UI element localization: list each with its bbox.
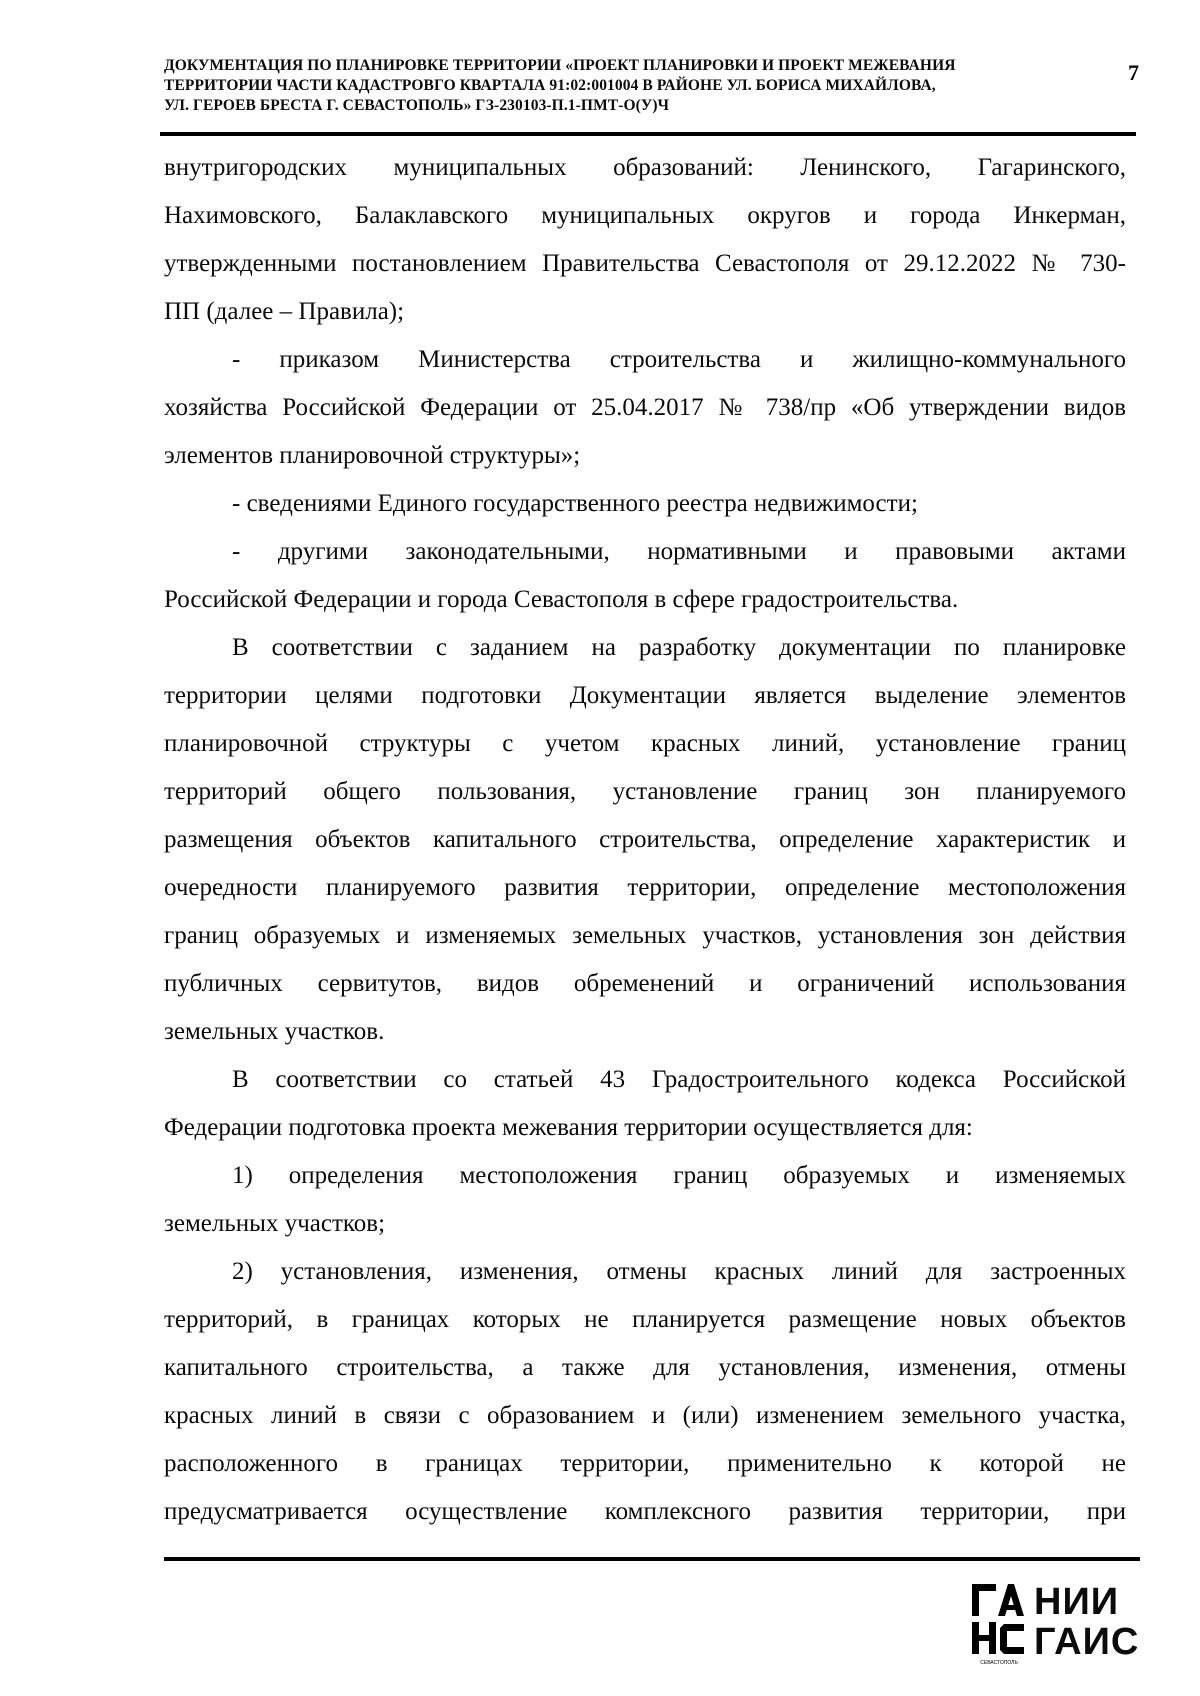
text-line: В соответствии со статьей 43 Градостроительного кодекса Российской bbox=[232, 1066, 1126, 1093]
text-line: - другими законодательными, нормативными и правовыми актами bbox=[232, 538, 1126, 565]
text-line: капитального строительства, а также для установления, изменения, отмены bbox=[164, 1354, 1126, 1381]
text-line: - приказом Министерства строительства и жилищно-коммунального bbox=[232, 346, 1126, 373]
text-line: Нахимовского, Балаклавского муниципальных округов и города Инкерман, bbox=[164, 202, 1126, 229]
logo-wordmark-line-1: НИИ bbox=[1034, 1581, 1120, 1623]
logo-wordmark-line-2: ГАИС bbox=[1034, 1621, 1140, 1663]
text-line: территории целями подготовки Документации является выделение элементов bbox=[164, 682, 1126, 709]
text-line: очередности планируемого развития территории, определение местоположения bbox=[164, 874, 1126, 901]
niigais-logo bbox=[972, 1582, 1152, 1672]
text-line: Федерации подготовка проекта межевания территории осуществляется для: bbox=[164, 1114, 973, 1141]
header-line-3: УЛ. ГЕРОЕВ БРЕСТА Г. СЕВАСТОПОЛЬ» ГЗ-230103-П.1-ПМТ-О(У)Ч bbox=[164, 97, 670, 114]
text-line: территорий, в границах которых не планируется размещение новых объектов bbox=[164, 1306, 1126, 1333]
text-line: элементов планировочной структуры»; bbox=[164, 442, 581, 469]
text-line: ПП (далее – Правила); bbox=[164, 298, 405, 325]
page-number: 7 bbox=[1128, 60, 1139, 85]
header-line-1: ДОКУМЕНТАЦИЯ ПО ПЛАНИРОВКЕ ТЕРРИТОРИИ «ПРОЕКТ ПЛАНИРОВКИ И ПРОЕКТ МЕЖЕВАНИЯ bbox=[164, 57, 956, 74]
body-text bbox=[164, 144, 1126, 1536]
text-line: 2) установления, изменения, отмены красных линий для застроенных bbox=[232, 1258, 1126, 1285]
footer-divider bbox=[164, 1557, 1140, 1561]
text-line: земельных участков; bbox=[164, 1210, 386, 1237]
text-line: размещения объектов капитального строительства, определение характеристик и bbox=[164, 826, 1126, 853]
text-line: Российской Федерации и города Севастополя в сфере градостроительства. bbox=[164, 586, 959, 613]
text-line: расположенного в границах территории, применительно к которой не bbox=[164, 1450, 1126, 1477]
text-line: В соответствии с заданием на разработку документации по планировке bbox=[232, 634, 1126, 661]
text-line: земельных участков. bbox=[164, 1018, 385, 1045]
logo-wordmark bbox=[1034, 1582, 1139, 1662]
text-line: предусматривается осуществление комплексного развития территории, при bbox=[164, 1498, 1126, 1525]
text-line: утвержденными постановлением Правительства Севастополя от 29.12.2022 № 730- bbox=[164, 250, 1126, 277]
text-line: границ образуемых и изменяемых земельных участков, установления зон действия bbox=[164, 922, 1126, 949]
svg-text:СЕВАСТОПОЛЬ: СЕВАСТОПОЛЬ bbox=[980, 1660, 1018, 1666]
text-line: хозяйства Российской Федерации от 25.04.2017 № 738/пр «Об утверждении видов bbox=[164, 394, 1126, 421]
text-line: 1) определения местоположения границ образуемых и изменяемых bbox=[232, 1162, 1126, 1189]
logo-mark-icon bbox=[972, 1584, 1026, 1666]
text-line: внутригородских муниципальных образований: Ленинского, Гагаринского, bbox=[164, 154, 1126, 181]
text-line: - сведениями Единого государственного реестра недвижимости; bbox=[232, 490, 918, 517]
text-line: публичных сервитутов, видов обременений и ограничений использования bbox=[164, 970, 1126, 997]
header-line-2: ТЕРРИТОРИИ ЧАСТИ КАДАСТРОВГО КВАРТАЛА 91:02:001004 В РАЙОНЕ УЛ. БОРИСА МИХАЙЛОВА, bbox=[164, 77, 936, 94]
header-divider bbox=[160, 132, 1136, 136]
text-line: красных линий в связи с образованием и (или) изменением земельного участка, bbox=[164, 1402, 1126, 1429]
document-header bbox=[164, 56, 1044, 116]
text-line: территорий общего пользования, установление границ зон планируемого bbox=[164, 778, 1126, 805]
text-line: планировочной структуры с учетом красных линий, установление границ bbox=[164, 730, 1126, 757]
